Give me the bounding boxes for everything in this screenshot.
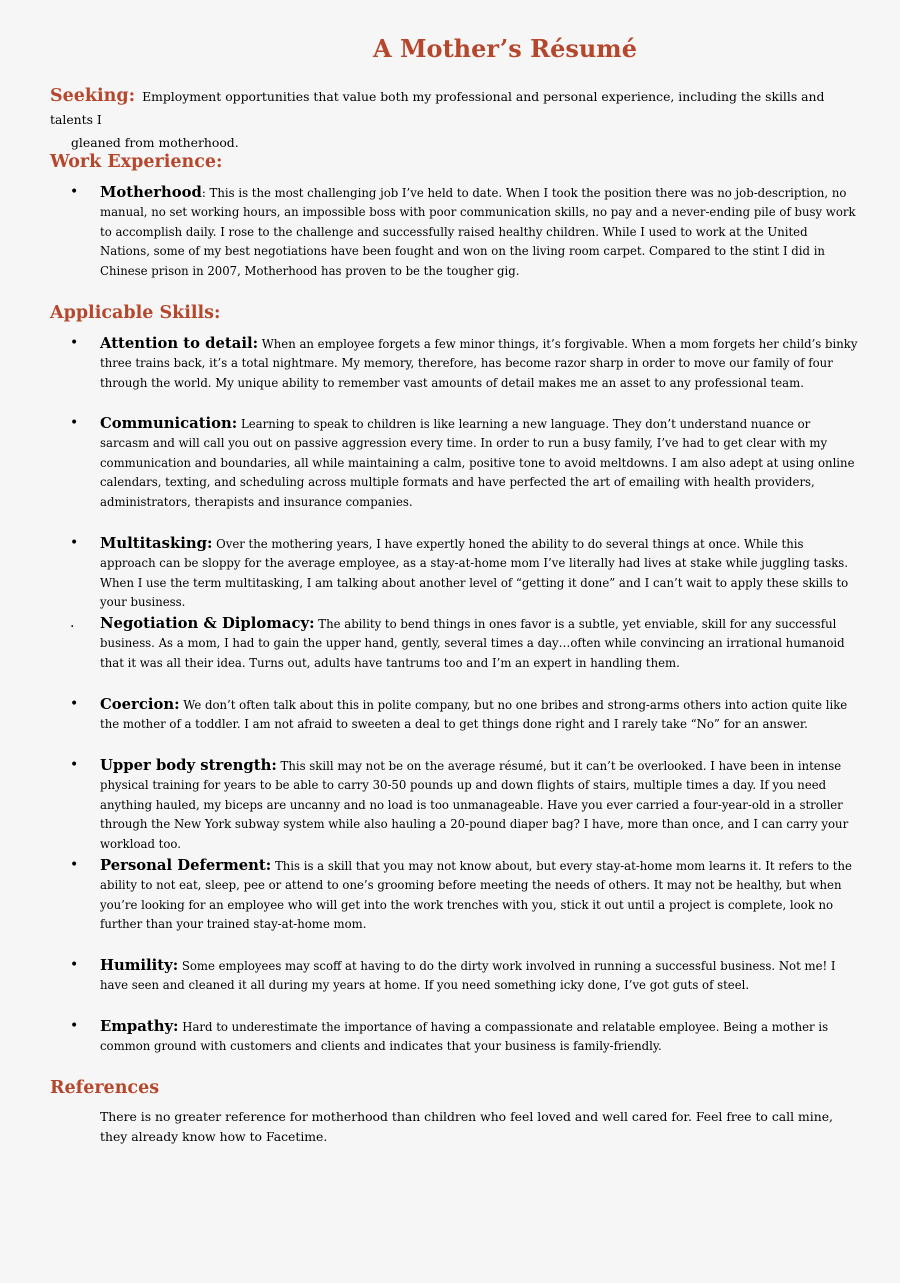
- skill-item-attention: [70, 334, 860, 393]
- skill-label: Negotiation & Diplomacy:: [100, 615, 315, 632]
- skill-label: Humility:: [100, 957, 179, 974]
- bullet: •: [70, 335, 79, 351]
- bullet: •: [70, 957, 79, 973]
- work-item-motherhood: [70, 183, 860, 281]
- skill-item-upper-body-strength: [70, 756, 860, 854]
- skill-item-humility: [70, 956, 860, 996]
- skill-item-personal-deferment: [70, 856, 860, 935]
- skill-text: Hard to underestimate the importance of having a compassionate and relatable employee. Being a mother is common ground with customers and clients and indicates that your business is family-friendly.: [100, 1020, 829, 1054]
- skill-text: The ability to bend things in ones favor is a subtle, yet enviable, skill for any successful business. As a mom, I had to gain the upper hand, gently, several times a day…often while convincing an irrational humanoid that it was all their idea. Turns out, adults have tantrums too and I’m an expert in handling them.: [100, 617, 845, 670]
- skill-text: Over the mothering years, I have expertly honed the ability to do several things at once. While this approach can be sloppy for the average employee, as a stay-at-home mom I’ve literally had lives at stake while juggling tasks. When I use the term multitasking, I am talking about another level of “getting it done” and I can’t wait to apply these skills to your business.: [100, 537, 849, 610]
- skill-item-multitasking: [70, 534, 860, 613]
- skill-item-negotiation: [70, 614, 860, 673]
- bullet: •: [70, 415, 79, 431]
- skill-label: Upper body strength:: [100, 757, 277, 774]
- references-heading: References: [50, 1078, 160, 1098]
- bullet: .: [70, 615, 75, 631]
- skill-text: When an employee forgets a few minor things, it’s forgivable. When a mom forgets her child’s binky three trains back, it’s a total nightmare. My memory, therefore, has become razor sharp in order to move our family of four through the world. My unique ability to remember vast amounts of detail makes me an asset to any professional team.: [100, 337, 858, 390]
- page-title: A Mother’s Résumé: [373, 34, 637, 63]
- skill-text: Some employees may scoff at having to do the dirty work involved in running a successful business. Not me! I have seen and cleaned it all during my years at home. If you need something icky done, I’ve got guts of steel.: [100, 959, 836, 993]
- skill-label: Coercion:: [100, 696, 180, 713]
- bullet: •: [70, 696, 79, 712]
- work-experience-heading: Work Experience:: [50, 152, 223, 172]
- skill-text: Learning to speak to children is like learning a new language. They don’t understand nuance or sarcasm and will call you out on passive aggression every time. In order to run a busy family, I’ve had to get clear with my communication and boundaries, all while maintaining a calm, positive tone to avoid meltdowns. I am also adept at using online calendars, texting, and scheduling across multiple formats and have perfected the art of emailing with health providers, administrators, therapists and insurance companies.: [100, 417, 855, 509]
- skill-text: We don’t often talk about this in polite company, but no one bribes and strong-arms others into action quite like the mother of a toddler. I am not afraid to sweeten a deal to get things done right and I rarely take “No” for an answer.: [100, 698, 848, 732]
- skill-item-coercion: [70, 695, 860, 735]
- seeking-text-line2: gleaned from motherhood.: [71, 135, 239, 150]
- bullet: •: [70, 535, 79, 551]
- applicable-skills-heading: Applicable Skills:: [50, 303, 221, 323]
- work-item-label: Motherhood: [100, 184, 202, 201]
- bullet: •: [70, 184, 79, 200]
- seeking-section: [50, 85, 855, 154]
- seeking-text-line1: Employment opportunities that value both my professional and personal experience, including the skills and talents I: [50, 89, 825, 127]
- work-item-text: : This is the most challenging job I’ve held to date. When I took the position there was no job-description, no manual, no set working hours, an impossible boss with poor communication skills, no pay and a never-ending pile of busy work to accomplish daily. I rose to the challenge and successfully raised healthy children. While I used to work at the United Nations, some of my best negotiations have been fought and won on the living room carpet. Compared to the stint I did in Chinese prison in 2007, Motherhood has proven to be the tougher gig.: [100, 186, 856, 278]
- skill-label: Personal Deferment:: [100, 857, 272, 874]
- skill-item-communication: [70, 414, 860, 512]
- bullet: •: [70, 857, 79, 873]
- skill-text: This is a skill that you may not know about, but every stay-at-home mom learns it. It refers to the ability to not eat, sleep, pee or attend to one’s grooming before meeting the needs of others. It may not be healthy, but when you’re looking for an employee who will get into the work trenches with you, stick it out until a project is complete, look no further than your trained stay-at-home mom.: [100, 859, 852, 932]
- skill-label: Attention to detail:: [100, 335, 259, 352]
- skill-item-empathy: [70, 1017, 860, 1057]
- skill-label: Communication:: [100, 415, 238, 432]
- skill-label: Empathy:: [100, 1018, 179, 1035]
- skill-label: Multitasking:: [100, 535, 213, 552]
- bullet: •: [70, 1018, 79, 1034]
- bullet: •: [70, 757, 79, 773]
- seeking-label: Seeking:: [50, 86, 136, 106]
- skill-text: This skill may not be on the average résumé, but it can’t be overlooked. I have been in intense physical training for years to be able to carry 30-50 pounds up and down flights of stairs, multiple times a day. If you need anything hauled, my biceps are uncanny and no load is too unmanageable. Have you ever carried a four-year-old in a stroller through the New York subway system while also hauling a 20-pound diaper bag? I have, more than once, and I can carry your workload too.: [100, 759, 849, 851]
- references-text: There is no greater reference for motherhood than children who feel loved and well cared for. Feel free to call mine, they already know how to Facetime.: [100, 1109, 833, 1144]
